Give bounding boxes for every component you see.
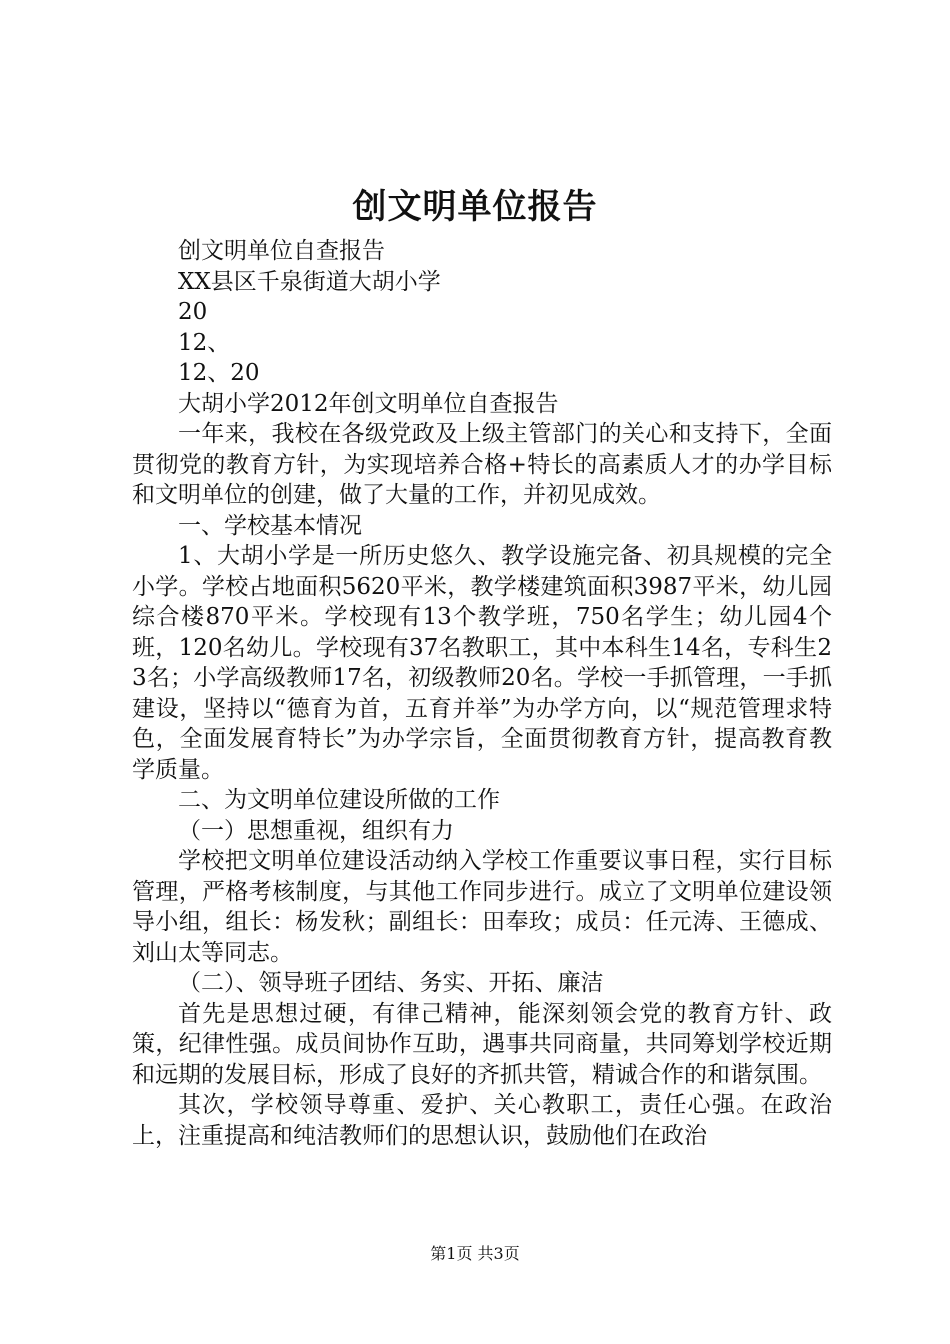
paragraph: 其次，学校领导尊重、爱护、关心教职工，责任心强。在政治上，注重提高和纯洁教师们的思想认识，鼓励他们在政治 <box>132 1092 832 1149</box>
paragraph: 大胡小学2012年创文明单位自查报告 <box>178 390 559 417</box>
paragraph: 12、20 <box>178 360 260 386</box>
document-body <box>132 236 832 1151</box>
paragraph: （二）、领导班子团结、务实、开拓、廉洁 <box>178 970 604 996</box>
paragraph: 1、大胡小学是一所历史悠久、教学设施完备、初具规模的完全小学。学校占地面积5620平米，教学楼建筑面积3987平米，幼儿园综合楼870平米。学校现有13个教学班，750名学生；幼儿园4个班，120名幼儿。学校现有37名教职工，其中本科生14名，专科生23名；小学高级教师17名，初级教师20名。学校一手抓管理，一手抓建设，坚持以“德育为首，五育并举”为办学方向，以“规范管理求特色，全面发展育特长”为办学宗旨，全面贯彻教育方针，提高教育教学质量。 <box>132 543 832 783</box>
paragraph: 学校把文明单位建设活动纳入学校工作重要议事日程，实行目标管理，严格考核制度，与其他工作同步进行。成立了文明单位建设领导小组，组长：杨发秋；副组长：田奉玫；成员：任元涛、王德成、刘山太等同志。 <box>132 848 832 966</box>
paragraph: 首先是思想过硬，有律己精神，能深刻领会党的教育方针、政策，纪律性强。成员间协作互助，遇事共同商量，共同筹划学校近期和远期的发展目标，形成了良好的齐抓共管，精诚合作的和谐氛围。 <box>132 1000 832 1088</box>
paragraph: 一、学校基本情况 <box>178 512 362 539</box>
paragraph: 创文明单位自查报告 <box>178 238 385 264</box>
paragraph: 12、 <box>178 329 231 356</box>
paragraph: 20 <box>178 299 208 325</box>
page-footer: 第1页 共3页 <box>430 1244 520 1263</box>
paragraph: XX县区千泉街道大胡小学 <box>178 268 441 295</box>
paragraph: 二、为文明单位建设所做的工作 <box>178 787 500 813</box>
document-title: 创文明单位报告 <box>352 187 598 227</box>
paragraph: （一）思想重视，组织有力 <box>178 817 454 844</box>
paragraph: 一年来，我校在各级党政及上级主管部门的关心和支持下，全面贯彻党的教育方针，为实现培养合格+特长的高素质人才的办学目标和文明单位的创建，做了大量的工作，并初见成效。 <box>132 421 832 508</box>
